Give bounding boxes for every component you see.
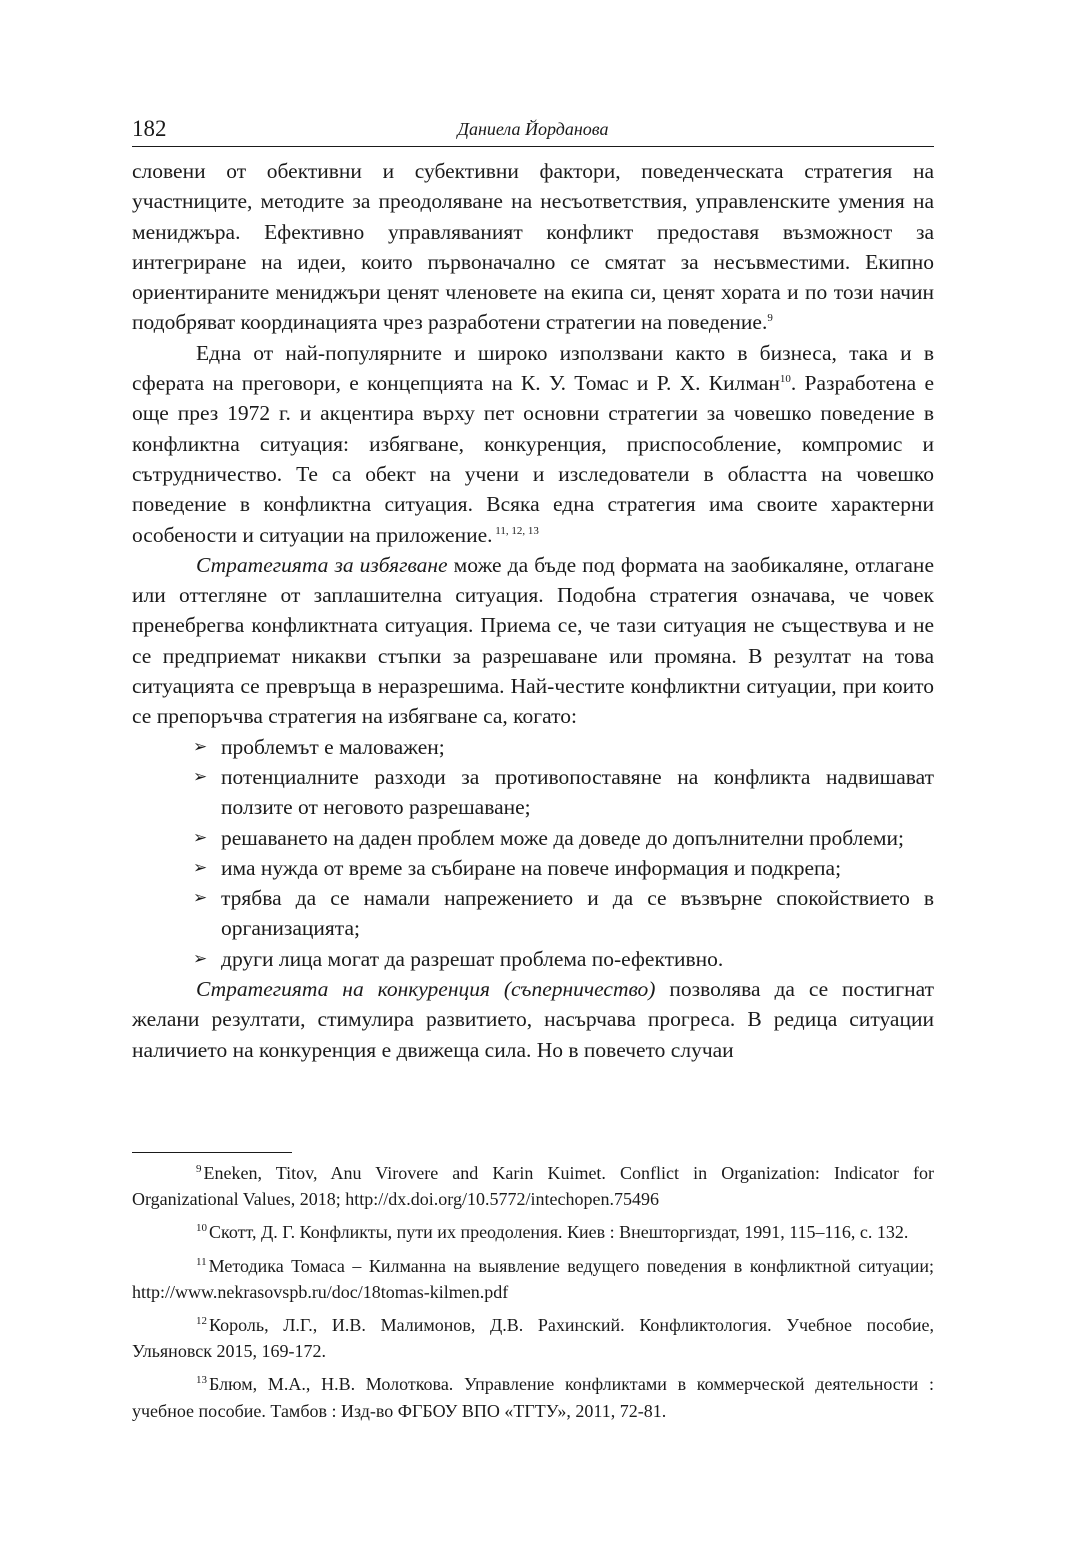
page-number: 182 [132,116,167,141]
arrow-bullet-icon: ➢ [193,736,208,756]
body-text [132,156,934,1065]
paragraph-4: Стратегията на конкуренция (съперничество) позволява да се постигнат желани резултати, стимулира развитието, насърчава прогреса. В редица ситуации наличието на конкуренция е движеща сила. Но в повечето случаи [132,977,934,1062]
paragraph-3: Стратегията за избягване може да бъде под формата на заобикаляне, отлагане или оттегляне от заплашителна ситуация. Подобна стратегия означава, че човек пренебрегва конфликтната ситуация. Приема се, че тази ситуация не съществува и не се предприемат никакви стъпки за разрешаване или промяна. В резултат на това ситуацията се превръща в неразрешима. Най-честите конфликтни ситуации, при които се препоръчва стратегия на избягване са, когато: [132,552,934,729]
footnote-ref-10: 10 [779,372,791,385]
page-header [132,112,934,147]
list-item: ➢ решаването на даден проблем може да доведе до допълнителни проблеми; [221,823,934,853]
footnote-ref-11-13: 11, 12, 13 [492,524,539,537]
list-item: ➢ потенциалните разходи за противопоставяне на конфликта надвишават ползите от неговото разрешаване; [221,762,934,823]
footnotes [132,1160,934,1431]
bullet-list [132,732,934,974]
term-competition: Стратегията на конкуренция (съперничество) [196,977,656,1002]
paragraph-2: Една от най-популярните и широко използвани както в бизнеса, така и в сферата на преговори, е концепцията на К. У. Томас и Р. Х. Килман$^{10}$. Разработена е още през 1972 г. и акцентира върху пет основни стратегии за човешко поведение в конфликтна ситуация: избягване, конкуренция, приспособление, компромис и сътрудничество. Те са обект на учени и изследователи в областта на човешко поведение в конфликтна ситуация. Всяка една стратегия има своите характерни особености и ситуации на приложение. $^{11, 12, 13}$ [132,340,934,547]
footnote-9: $^9$ Eneken, Titov, Anu Virovere and Karin Kuimet. Conflict in Organization: Indicator for Organizational Values, 2018; http://dx.doi.org/10.5772/intechopen.75496 [132,1163,934,1210]
paragraph-1: словени от обективни и субективни фактори, поведенческата стратегия на участниците, методите за преодоляване на несъответствия, управленските умения на мениджъра. Ефективно управляваният конфликт предоставя възможност за интегриране на идеи, които първоначално се смятат за несъвместими. Екипно ориентираните мениджъри ценят членовете на екипа си, ценят хората и по този начин подобряват координацията чрез разработени стратегии на поведение.$^9$ [132,159,934,335]
arrow-bullet-icon: ➢ [193,827,208,847]
arrow-bullet-icon: ➢ [193,948,208,968]
list-item: ➢ има нужда от време за събиране на повече информация и подкрепа; [221,853,934,883]
footnote-ref-9: 9 [767,312,773,325]
list-item: ➢ други лица могат да разрешат проблема по-ефективно. [221,944,934,974]
footnote-11: $^{11}$ Методика Томаса – Килманна на выявление ведущего поведения в конфликтной ситуации; http://www.nekrasovspb.ru/doc/18tomas-kilmen.pdf [132,1255,934,1302]
term-avoidance: Стратегията за избягване [196,552,448,577]
arrow-bullet-icon: ➢ [193,857,208,877]
list-item: ➢ проблемът е маловажен; [221,732,934,762]
arrow-bullet-icon: ➢ [193,888,208,908]
footnote-13: $^{13}$ Блюм, М.А., Н.В. Молоткова. Управление конфликтами в коммерческой деятельности : учебное пособие. Тамбов : Изд-во ФГБОУ ВПО «ТГТУ», 2011, 72-81. [132,1374,934,1421]
running-title: Даниела Йорданова [457,119,609,139]
list-item: ➢ трябва да се намали напрежението и да се възвърне спокойствието в организацията; [221,883,934,944]
footnote-divider [132,1152,292,1153]
footnote-12: $^{12}$ Король, Л.Г., И.В. Малимонов, Д.В. Рахинский. Конфликтология. Учебное пособие, Ульяновск 2015, 169-172. [132,1315,934,1362]
footnote-10: $^{10}$ Скотт, Д. Г. Конфликты, пути их преодоления. Киев : Внешторгиздат, 1991, 115–116, с. 132. [196,1222,909,1243]
arrow-bullet-icon: ➢ [193,766,208,786]
